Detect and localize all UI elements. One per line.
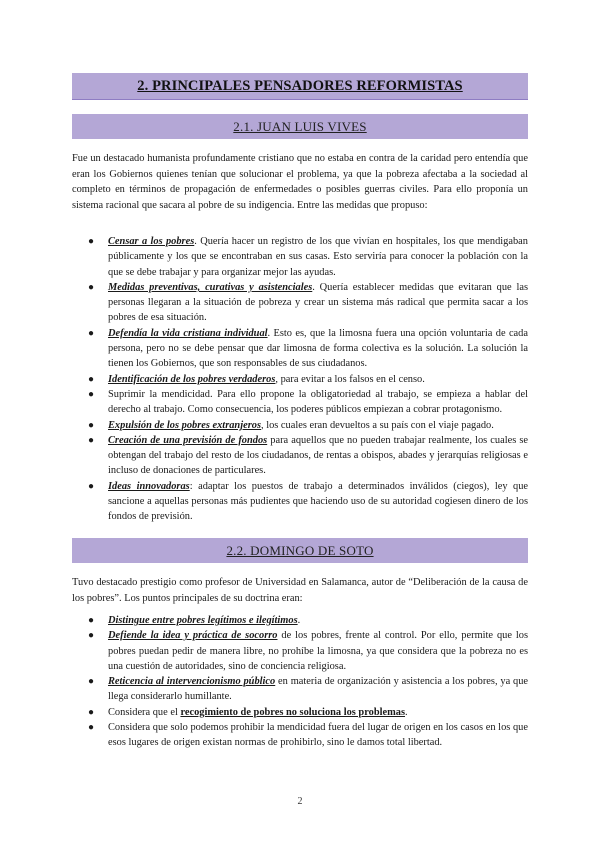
bullet-icon: ● — [88, 722, 95, 734]
bullet-icon: ● — [88, 373, 95, 385]
vives-intro-paragraph: Fue un destacado humanista profundamente cristiano que no estaba en contra de la caridad pero entendía que eran los Gobiernos quienes tenían que solucionar el problema, ya que la pobreza afectaba a la sociedad al completo en términos de propagación de enfermedades o posibles guerras civiles. Para ello proponía un sistema racional que sacara al pobre de su indigencia. Entre las medidas que propuso: — [72, 153, 528, 211]
soto-doctrine-list — [72, 613, 528, 751]
item-text: de los pobres, frente al control. Por ello, permite que los pobres puedan pedir de manera libre, no prohíbe la limosna, ya que considera que la pobreza no es una cuestión de autoridades, sino de conciencia religiosa. — [108, 630, 528, 672]
bullet-icon: ● — [88, 676, 95, 688]
list-item — [72, 720, 528, 751]
list-item — [72, 705, 528, 720]
item-text: . Quería establecer medidas que evitaran que las personas llegaran a la situación de pobreza y crear un sistema más radical que permita sacar a los pobres de esa situación. — [108, 281, 529, 324]
list-item — [72, 280, 528, 326]
soto-intro-paragraph: Tuvo destacado prestigio como profesor de Universidad en Salamanca, autor de “Deliberación de la causa de los pobres”. Los puntos principales de su doctrina eran: — [72, 577, 528, 604]
list-item — [72, 387, 528, 418]
item-text: : adaptar los puestos de trabajo a determinados inválidos (ciegos), ley que sancione a aquellas personas más pudientes que haciendo uso de su autoridad cogiesen dinero de los fondos de previsión. — [108, 480, 529, 523]
list-item — [72, 418, 528, 433]
bullet-icon: ● — [88, 236, 95, 247]
subsection-title-soto: 2.2. DOMINGO DE SOTO — [226, 542, 374, 558]
list-item — [72, 372, 528, 387]
item-text: . — [297, 615, 301, 626]
item-text: . — [405, 706, 408, 718]
bullet-icon: ● — [88, 419, 95, 431]
section-title: 2. PRINCIPALES PENSADORES REFORMISTAS — [137, 77, 463, 94]
item-term: Ideas innovadoras — [108, 480, 190, 492]
bullet-icon: ● — [88, 388, 95, 400]
item-text: , los cuales eran devueltos a su país con el viaje pagado. — [261, 419, 494, 431]
item-text: para aquellos que no pueden trabajar realmente, los cuales se obtengan del trabajo del resto de los ciudadanos, de rentas a obispos, abades y jerarquías religiosas e incluso de donaciones de particulares. — [108, 434, 528, 477]
bullet-icon: ● — [88, 281, 95, 293]
subsection-heading-vives — [72, 114, 528, 139]
item-term: Reticencia al intervencionismo público — [108, 676, 276, 688]
subsection-heading-soto — [72, 538, 528, 563]
vives-measures-list — [72, 234, 528, 525]
bullet-icon: ● — [88, 630, 95, 642]
item-text: Considera que solo podemos prohibir la mendicidad fuera del lugar de origen en los casos en los que esos lugares de origen existan normas de prohibirlo, sino le damos total libertad. — [108, 722, 528, 749]
list-item — [72, 613, 528, 628]
item-pre-text: Considera que el — [108, 706, 181, 718]
item-text: Suprimir la mendicidad. Para ello propone la obligatoriedad al trabajo, se empieza a hablar del derecho al trabajo. Como consecuencia, los poderes públicos empiezan a cobrar protagonismo. — [108, 388, 528, 416]
item-term: Expulsión de los pobres extranjeros — [108, 419, 261, 431]
item-term: Medidas preventivas, curativas y asistenciales — [108, 281, 313, 293]
list-item — [72, 433, 528, 479]
item-text: , para evitar a los falsos en el censo. — [275, 373, 425, 385]
item-text: en materia de organización y asistencia a los pobres, ya que llega considerarlo humillante. — [108, 676, 529, 703]
list-item — [72, 628, 528, 674]
section-heading-bar — [72, 73, 528, 100]
item-text: . Esto es, que la limosna fuera una opción voluntaria de cada persona, pero no se debe pensar que dar limosna de forma colectiva es la solución. La solución la tienen los Gobiernos, que son responsables de sus ciudadanos. — [108, 327, 528, 370]
bullet-icon: ● — [88, 434, 95, 446]
list-item — [72, 674, 528, 705]
bullet-icon: ● — [88, 615, 95, 626]
list-item — [72, 479, 528, 525]
bullet-icon: ● — [88, 706, 95, 718]
item-text: . Quería hacer un registro de los que vivían en hospitales, los que mendigaban públicamente y los que se encontraban en sus casas. Esto serviría para conocer la población con la que se debe trabajar y para organizar mejor las ayudas. — [108, 236, 528, 278]
item-term: Creación de una previsión de fondos — [108, 434, 268, 446]
item-term: Distingue entre pobres legítimos e ilegítimos — [108, 615, 298, 626]
subsection-title-vives: 2.1. JUAN LUIS VIVES — [233, 118, 367, 134]
list-item — [72, 234, 528, 280]
item-term: Defendía la vida cristiana individual — [108, 327, 268, 339]
page-number: 2 — [297, 796, 303, 807]
list-item — [72, 326, 528, 372]
item-term: Defiende la idea y práctica de socorro — [108, 630, 278, 642]
bullet-icon: ● — [88, 327, 95, 339]
item-term: Identificación de los pobres verdaderos — [108, 373, 276, 385]
item-term: Censar a los pobres — [108, 236, 195, 247]
bullet-icon: ● — [88, 480, 95, 492]
item-term: recogimiento de pobres no soluciona los problemas — [180, 706, 406, 718]
